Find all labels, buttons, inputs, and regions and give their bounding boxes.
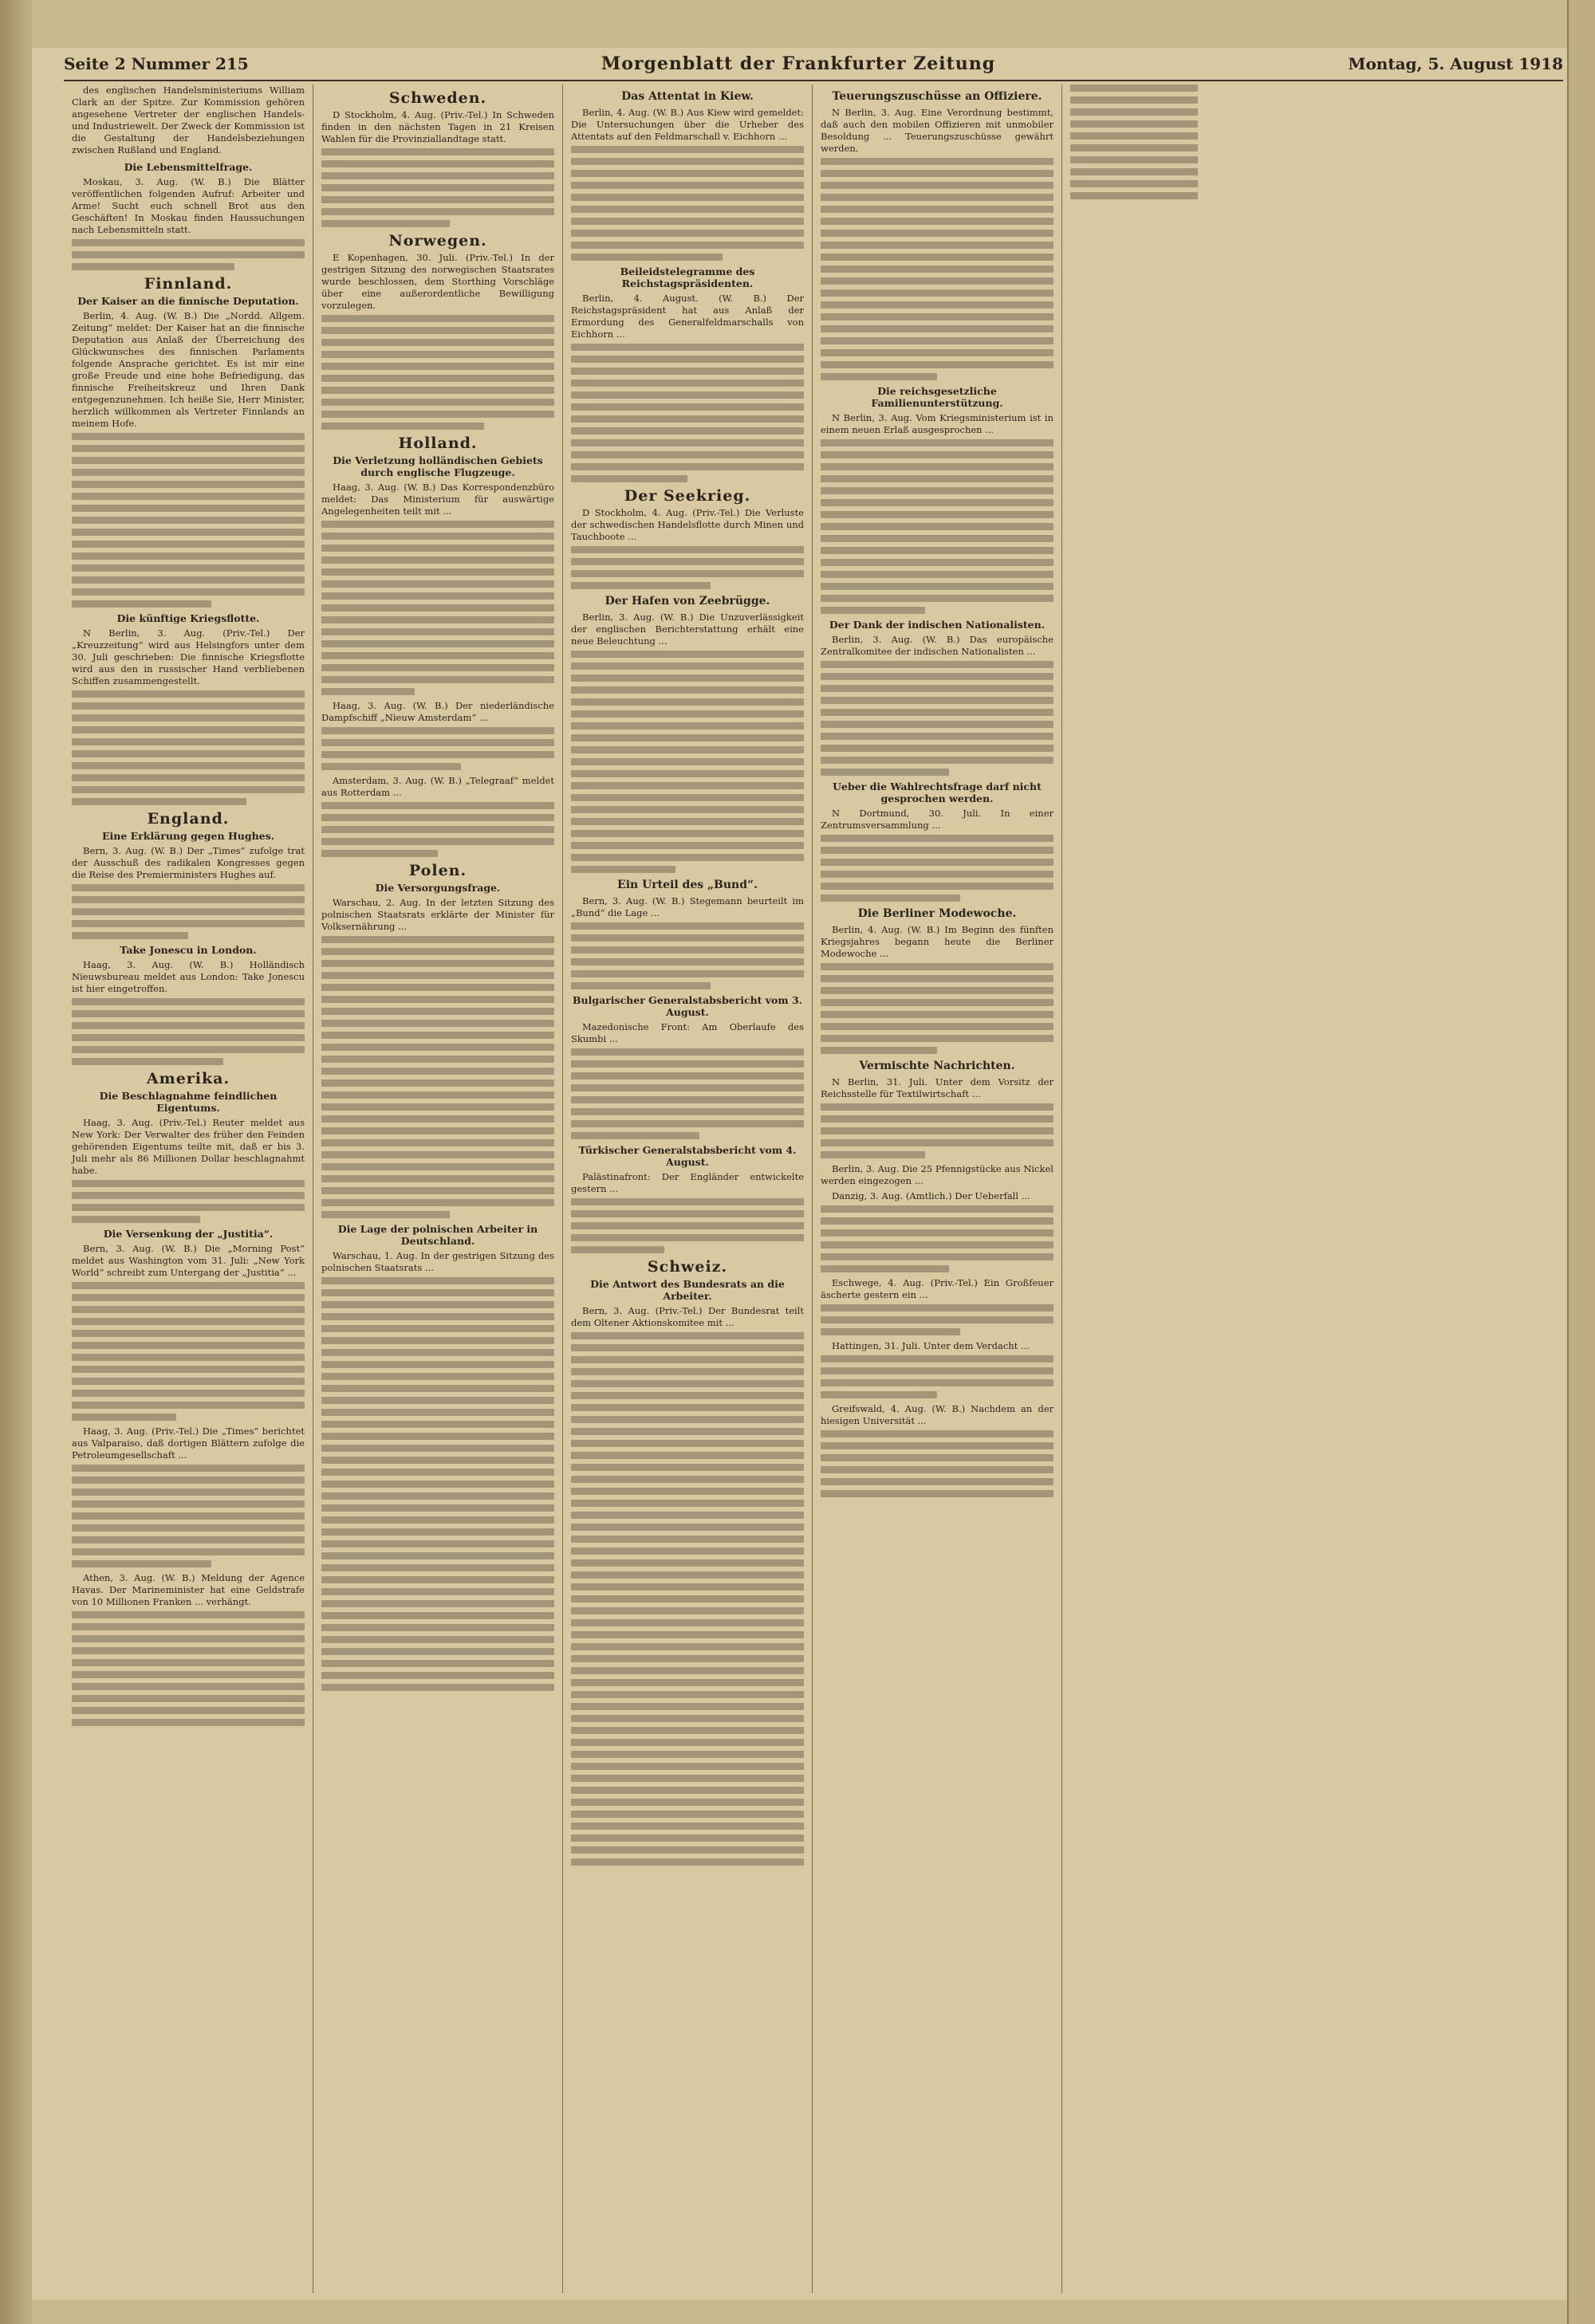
article-text: Palästinafront: Der Engländer entwickelte gestern ... bbox=[571, 1171, 804, 1194]
text-block bbox=[321, 936, 554, 1218]
section-heading: Bulgarischer Generalstabsbericht vom 3. August. bbox=[572, 994, 803, 1018]
text-block bbox=[321, 727, 554, 770]
article-text: Bern, 3. Aug. (W. B.) Der „Times“ zufolge trat der Ausschuß des radikalen Kongresses gegen die Reise des Premierministers Hughes auf. bbox=[72, 845, 305, 880]
article-text: Greifswald, 4. Aug. (W. B.) Nachdem an der hiesigen Universität ... bbox=[821, 1403, 1053, 1426]
section-heading: Vermischte Nachrichten. bbox=[859, 1060, 1015, 1072]
article-text: N Berlin, 3. Aug. Vom Kriegsministerium ist in einem neuen Erlaß ausgesprochen ... bbox=[821, 412, 1053, 435]
section-heading: Die künftige Kriegsflotte. bbox=[116, 612, 260, 624]
section-heading: Die Lage der polnischen Arbeiter in Deutschland. bbox=[337, 1223, 538, 1247]
country-heading: Schweden. bbox=[388, 89, 487, 107]
section-heading: Türkischer Generalstabsbericht vom 4. August. bbox=[578, 1144, 797, 1168]
section-heading: Beileidstelegramme des Reichstagspräsidenten. bbox=[620, 265, 755, 289]
article-text: Berlin, 4. Aug. (W. B.) Die „Nordd. Allgem. Zeitung“ meldet: Der Kaiser hat an die finnische Deputation aus Anlaß der Überreichung des Glückwunsches des finnischen Parlaments folgende Ansprache gerichtet. Es ist mir eine große Freude und eine hohe Befriedigung, das finnische Freiheitskreuz und Ihren Dank entgegenzunehmen. Ich heiße Sie, Herr Minister, herzlich willkommen als Vertreter Finnlands an meinem Hofe. bbox=[72, 310, 305, 429]
text-block bbox=[571, 1198, 804, 1253]
article-text: Berlin, 4. August. (W. B.) Der Reichstagspräsident hat aus Anlaß der Ermordung des Generalfeldmarschalls von Eichhorn ... bbox=[571, 293, 804, 340]
section-heading: Der Seekrieg. bbox=[624, 487, 751, 505]
article-text: Haag, 3. Aug. (W. B.) Das Korrespondenzbüro meldet: Das Ministerium für auswärtige Angelegenheiten teilt mit ... bbox=[321, 482, 554, 517]
article-text: Hattingen, 31. Juli. Unter dem Verdacht ... bbox=[832, 1340, 1030, 1351]
text-block bbox=[72, 239, 305, 270]
section-heading: Die Lebensmittelfrage. bbox=[124, 161, 253, 173]
article-text: Amsterdam, 3. Aug. (W. B.) „Telegraaf“ meldet aus Rotterdam ... bbox=[321, 775, 554, 798]
section-heading: Das Attentat in Kiew. bbox=[621, 90, 754, 103]
text-block bbox=[821, 963, 1053, 1054]
page-binding bbox=[0, 0, 32, 2324]
article-text: Bern, 3. Aug. (Priv.-Tel.) Der Bundesrat teilt dem Oltener Aktionskomitee mit ... bbox=[571, 1305, 804, 1328]
section-heading: Die Berliner Modewoche. bbox=[857, 907, 1017, 920]
article-text: D Stockholm, 4. Aug. (Priv.-Tel.) In Schweden finden in den nächsten Tagen in 21 Kreisen Wahlen für die Provinziallandtage statt. bbox=[321, 109, 554, 144]
text-block bbox=[821, 1304, 1053, 1335]
article-text: E Kopenhagen, 30. Juli. (Priv.-Tel.) In der gestrigen Sitzung des norwegischen Staatsrates wurde beschlossen, dem Storthing Vorschläge über eine außerordentliche Bewilligung vorzulegen. bbox=[321, 252, 554, 311]
text-block bbox=[321, 1277, 554, 1691]
text-block bbox=[72, 884, 305, 939]
text-block bbox=[571, 1332, 804, 1866]
country-heading: England. bbox=[147, 810, 230, 828]
country-heading: Polen. bbox=[408, 862, 467, 879]
country-heading: Schweiz. bbox=[647, 1258, 728, 1276]
article-text: Haag, 3. Aug. (Priv.-Tel.) Die „Times“ berichtet aus Valparaiso, daß dortigen Blättern zufolge die Petroleumgesellschaft ... bbox=[72, 1425, 305, 1461]
text-block bbox=[571, 651, 804, 873]
article-text: Danzig, 3. Aug. (Amtlich.) Der Ueberfall ... bbox=[832, 1190, 1030, 1201]
text-block bbox=[571, 546, 804, 589]
article-text: Haag, 3. Aug. (W. B.) Der niederländische Dampfschiff „Nieuw Amsterdam“ ... bbox=[321, 700, 554, 723]
country-heading: Amerika. bbox=[146, 1070, 230, 1087]
article-text: Bern, 3. Aug. (W. B.) Stegemann beurteilt im „Bund“ die Lage ... bbox=[571, 895, 804, 918]
column-2 bbox=[313, 85, 563, 2293]
text-block bbox=[321, 148, 554, 227]
text-block bbox=[821, 1355, 1053, 1398]
section-heading: Die Verletzung holländischen Gebiets durch englische Flugzeuge. bbox=[333, 454, 543, 478]
text-block bbox=[72, 998, 305, 1065]
adjacent-page-edge bbox=[1567, 0, 1595, 2324]
column-1 bbox=[64, 85, 313, 2293]
article-text: N Berlin, 3. Aug. (Priv.-Tel.) Der „Kreuzzeitung“ wird aus Helsingfors unter dem 30. Juli geschrieben: Die finnische Kriegsflotte wird aus den in russischer Hand verbliebenen Schiffen zusammengestellt. bbox=[72, 627, 305, 686]
column-5-edge bbox=[1062, 85, 1206, 2293]
article-text: Haag, 3. Aug. (Priv.-Tel.) Reuter meldet aus New York: Der Verwalter des früher den Feinden gehörenden Eigentums teilte mit, daß er bis 3. Juli mehr als 86 Millionen Dollar beschlagnahmt habe. bbox=[72, 1117, 305, 1176]
country-heading: Finnland. bbox=[144, 275, 233, 293]
article-text: Warschau, 1. Aug. In der gestrigen Sitzung des polnischen Staatsrats ... bbox=[321, 1250, 554, 1273]
text-block bbox=[821, 439, 1053, 614]
column-4 bbox=[813, 85, 1062, 2293]
text-block bbox=[72, 1611, 305, 1726]
section-heading: Die Versorgungsfrage. bbox=[375, 882, 501, 894]
text-block bbox=[72, 1180, 305, 1223]
article-text: Berlin, 3. Aug. Die 25 Pfennigstücke aus Nickel werden eingezogen ... bbox=[821, 1163, 1053, 1186]
text-block bbox=[1070, 85, 1198, 199]
article-text: D Stockholm, 4. Aug. (Priv.-Tel.) Die Verluste der schwedischen Handelsflotte durch Minen und Tauchboote ... bbox=[571, 507, 804, 542]
text-block bbox=[821, 1103, 1053, 1158]
text-block bbox=[821, 1205, 1053, 1272]
section-heading: Der Hafen von Zeebrügge. bbox=[605, 595, 770, 608]
text-block bbox=[571, 344, 804, 482]
article-text: N Dortmund, 30. Juli. In einer Zentrumsversammlung ... bbox=[821, 808, 1053, 831]
article-text: Bern, 3. Aug. (W. B.) Die „Morning Post“ meldet aus Washington vom 31. Juli: „New York World“ schreibt zum Untergang der „Justitia“ ... bbox=[72, 1243, 305, 1278]
text-block bbox=[321, 521, 554, 695]
article-text: Eschwege, 4. Aug. (Priv.-Tel.) Ein Großfeuer äscherte gestern ein ... bbox=[821, 1277, 1053, 1300]
article-text: N Berlin, 3. Aug. Eine Verordnung bestimmt, daß auch den mobilen Offizieren mit unmobiler Besoldung ... Teuerungszuschüsse gewährt werden. bbox=[821, 107, 1053, 154]
newspaper-title: Morgenblatt der Frankfurter Zeitung bbox=[601, 53, 996, 74]
article-text: Moskau, 3. Aug. (W. B.) Die Blätter veröffentlichen folgenden Aufruf: Arbeiter und Arme! Sucht euch schnell Brot aus den Geschäften! In Moskau finden Haussuchungen nach Lebensmitteln statt. bbox=[72, 176, 305, 235]
text-block bbox=[571, 146, 804, 261]
section-heading: Ueber die Wahlrechtsfrage darf nicht gesprochen werden. bbox=[833, 781, 1042, 804]
section-heading: Ein Urteil des „Bund“. bbox=[617, 879, 758, 891]
section-heading: Die Antwort des Bundesrats an die Arbeiter. bbox=[590, 1278, 785, 1302]
article-text: Mazedonische Front: Am Oberlaufe des Skumbi ... bbox=[571, 1021, 804, 1044]
text-block bbox=[821, 158, 1053, 380]
text-block bbox=[72, 1282, 305, 1421]
text-block bbox=[321, 315, 554, 430]
country-heading: Norwegen. bbox=[388, 232, 487, 250]
text-block bbox=[821, 661, 1053, 776]
column-3 bbox=[563, 85, 813, 2293]
page-header bbox=[64, 48, 1563, 81]
article-text: Berlin, 3. Aug. (W. B.) Das europäische Zentralkomitee der indischen Nationalisten ... bbox=[821, 634, 1053, 657]
section-heading: Teuerungszuschüsse an Offiziere. bbox=[832, 90, 1042, 103]
page-number: Seite 2 Nummer 215 bbox=[64, 54, 249, 73]
text-block bbox=[571, 922, 804, 989]
text-block bbox=[821, 1430, 1053, 1497]
section-heading: Die Beschlagnahme feindlichen Eigentums. bbox=[99, 1090, 278, 1114]
issue-date: Montag, 5. August 1918 bbox=[1348, 54, 1563, 73]
section-heading: Die reichsgesetzliche Familienunterstützung. bbox=[871, 385, 1003, 409]
article-text: Warschau, 2. Aug. In der letzten Sitzung des polnischen Staatsrats erklärte der Minister für Volksernährung ... bbox=[321, 897, 554, 932]
section-heading: Die Versenkung der „Justitia“. bbox=[103, 1228, 274, 1240]
text-block bbox=[72, 433, 305, 608]
text-block bbox=[571, 1048, 804, 1139]
section-heading: Eine Erklärung gegen Hughes. bbox=[101, 830, 275, 842]
text-block bbox=[821, 835, 1053, 902]
text-block bbox=[72, 690, 305, 805]
country-heading: Holland. bbox=[398, 435, 478, 452]
article-text: Athen, 3. Aug. (W. B.) Meldung der Agence Havas. Der Marineminister hat eine Geldstrafe von 10 Millionen Franken ... verhängt. bbox=[72, 1572, 305, 1607]
article-text: Berlin, 3. Aug. (W. B.) Die Unzuverlässigkeit der englischen Berichterstattung erhält eine neue Beleuchtung ... bbox=[571, 611, 804, 647]
article-text: Berlin, 4. Aug. (W. B.) Aus Kiew wird gemeldet: Die Untersuchungen über die Urheber des Attentats auf den Feldmarschall v. Eichhorn ... bbox=[571, 107, 804, 142]
text-block bbox=[321, 802, 554, 857]
article-text: N Berlin, 31. Juli. Unter dem Vorsitz der Reichsstelle für Textilwirtschaft ... bbox=[821, 1076, 1053, 1099]
article-text: Berlin, 4. Aug. (W. B.) Im Beginn des fünften Kriegsjahres begann heute die Berliner Modewoche ... bbox=[821, 924, 1053, 959]
article-text: Haag, 3. Aug. (W. B.) Holländisch Nieuwsbureau meldet aus London: Take Jonescu ist hier eingetroffen. bbox=[72, 959, 305, 994]
article-columns bbox=[64, 85, 1563, 2293]
article-text: des englischen Handelsministeriums William Clark an der Spitze. Zur Kommission gehören angesehene Vertreter der englischen Handels- und Industriewelt. Der Zweck der Kommission ist die Gestaltung der Handelsbeziehungen zwischen Rußland und England. bbox=[72, 85, 305, 155]
section-heading: Der Kaiser an die finnische Deputation. bbox=[77, 295, 299, 307]
section-heading: Der Dank der indischen Nationalisten. bbox=[829, 619, 1046, 631]
text-block bbox=[72, 1465, 305, 1567]
section-heading: Take Jonescu in London. bbox=[120, 944, 257, 956]
